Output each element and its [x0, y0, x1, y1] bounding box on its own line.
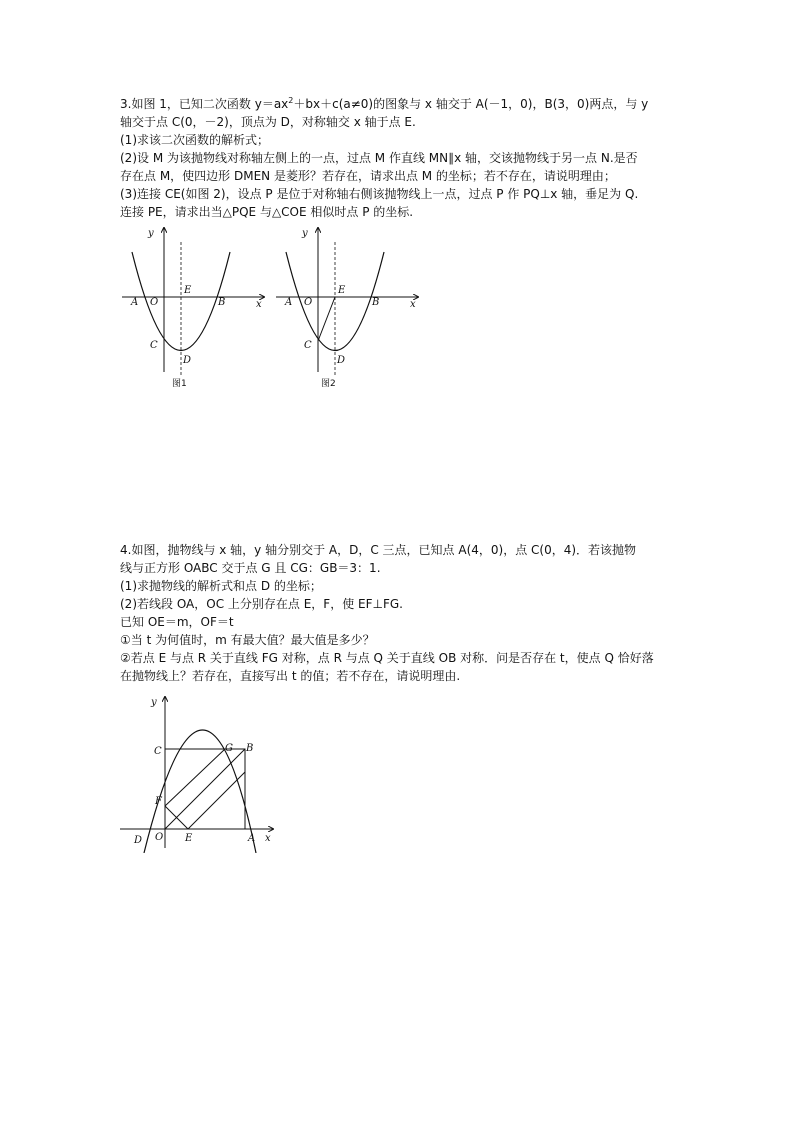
problem-3-line-7: 连接 PE，请求出当△PQE 与△COE 相似时点 P 的坐标. [120, 205, 414, 219]
label-c: C [150, 340, 158, 351]
problem-3-line-6: (3)连接 CE(如图 2)，设点 P 是位于对称轴右侧该抛物线上一点，过点 P 作 PQ⊥x 轴，垂足为 Q. [120, 187, 639, 201]
label-d: D [134, 835, 143, 846]
label-o: O [304, 297, 313, 308]
label-d: D [337, 355, 346, 366]
segment-ce [318, 297, 335, 341]
label-c: C [154, 746, 162, 757]
label-y: y [302, 228, 308, 239]
problem-4-line-4: (2)若线段 OA，OC 上分别存在点 E，F，使 EF⊥FG. [120, 597, 403, 611]
label-c: C [304, 340, 312, 351]
problem-3-line-5: 存在点 M，使四边形 DMEN 是菱形？若存在，请求出点 M 的坐标；若不存在，请说明理由； [120, 169, 616, 183]
label-a: A [131, 297, 139, 308]
label-x: x [410, 299, 416, 310]
problem-4-line-6: ①当 t 为何值时，m 有最大值？最大值是多少？ [120, 633, 375, 647]
figure-caption: 图2 [321, 379, 336, 389]
parabola [286, 252, 384, 351]
label-a: A [248, 833, 256, 844]
figure-3 [115, 693, 280, 853]
label-b: B [372, 297, 380, 308]
problem-4-line-1: 4.如图，抛物线与 x 轴，y 轴分别交于 A，D，C 三点，已知点 A(4，0)，点 C(0，4)．若该抛物 [120, 543, 637, 557]
problem-3-line-2: 轴交于点 C(0，－2)，顶点为 D，对称轴交 x 轴于点 E. [120, 115, 416, 129]
label-f: F [155, 796, 162, 807]
label-b: B [246, 743, 254, 754]
problem-4-line-5: 已知 OE＝m，OF＝t [120, 615, 234, 629]
segment-e-to-gb [188, 772, 245, 829]
problem-4-line-2: 线与正方形 OABC 交于点 G 且 CG：GB＝3：1. [120, 561, 381, 575]
parabola [132, 252, 230, 351]
label-a: A [285, 297, 293, 308]
figure-2 [272, 224, 422, 394]
problem-3-line-3: (1)求该二次函数的解析式； [120, 133, 269, 147]
label-o: O [150, 297, 159, 308]
label-d: D [183, 355, 192, 366]
figure-1 [118, 224, 268, 394]
problem-4-line-8: 在抛物线上？若存在，直接写出 t 的值；若不存在，请说明理由. [120, 669, 461, 683]
problem-3 [120, 95, 710, 221]
label-y: y [148, 228, 154, 239]
problem-4 [120, 541, 710, 685]
label-x: x [265, 833, 271, 844]
problem-4-line-3: (1)求抛物线的解析式和点 D 的坐标； [120, 579, 322, 593]
label-e: E [185, 833, 193, 844]
segment-ob [165, 749, 245, 829]
label-e: E [184, 285, 192, 296]
label-y: y [151, 697, 157, 708]
label-x: x [256, 299, 262, 310]
figure-caption: 图1 [172, 379, 187, 389]
problem-3-line-4: (2)设 M 为该抛物线对称轴左侧上的一点，过点 M 作直线 MN∥x 轴，交该抛物线于另一点 N.是否 [120, 151, 638, 165]
label-b: B [218, 297, 226, 308]
label-e: E [338, 285, 346, 296]
problem-3-line-1: 3.如图 1，已知二次函数 $y=ax^2+bx+c(a\ne 0)$的图象与 x 轴交于 A(－1，0)，B(3，0)两点，与 y [120, 96, 649, 111]
label-o: O [155, 832, 164, 843]
problem-4-line-7: ②若点 E 与点 R 关于直线 FG 对称，点 R 与点 Q 关于直线 OB 对称．问是否存在 t，使点 Q 恰好落 [120, 651, 654, 665]
label-g: G [225, 743, 233, 754]
